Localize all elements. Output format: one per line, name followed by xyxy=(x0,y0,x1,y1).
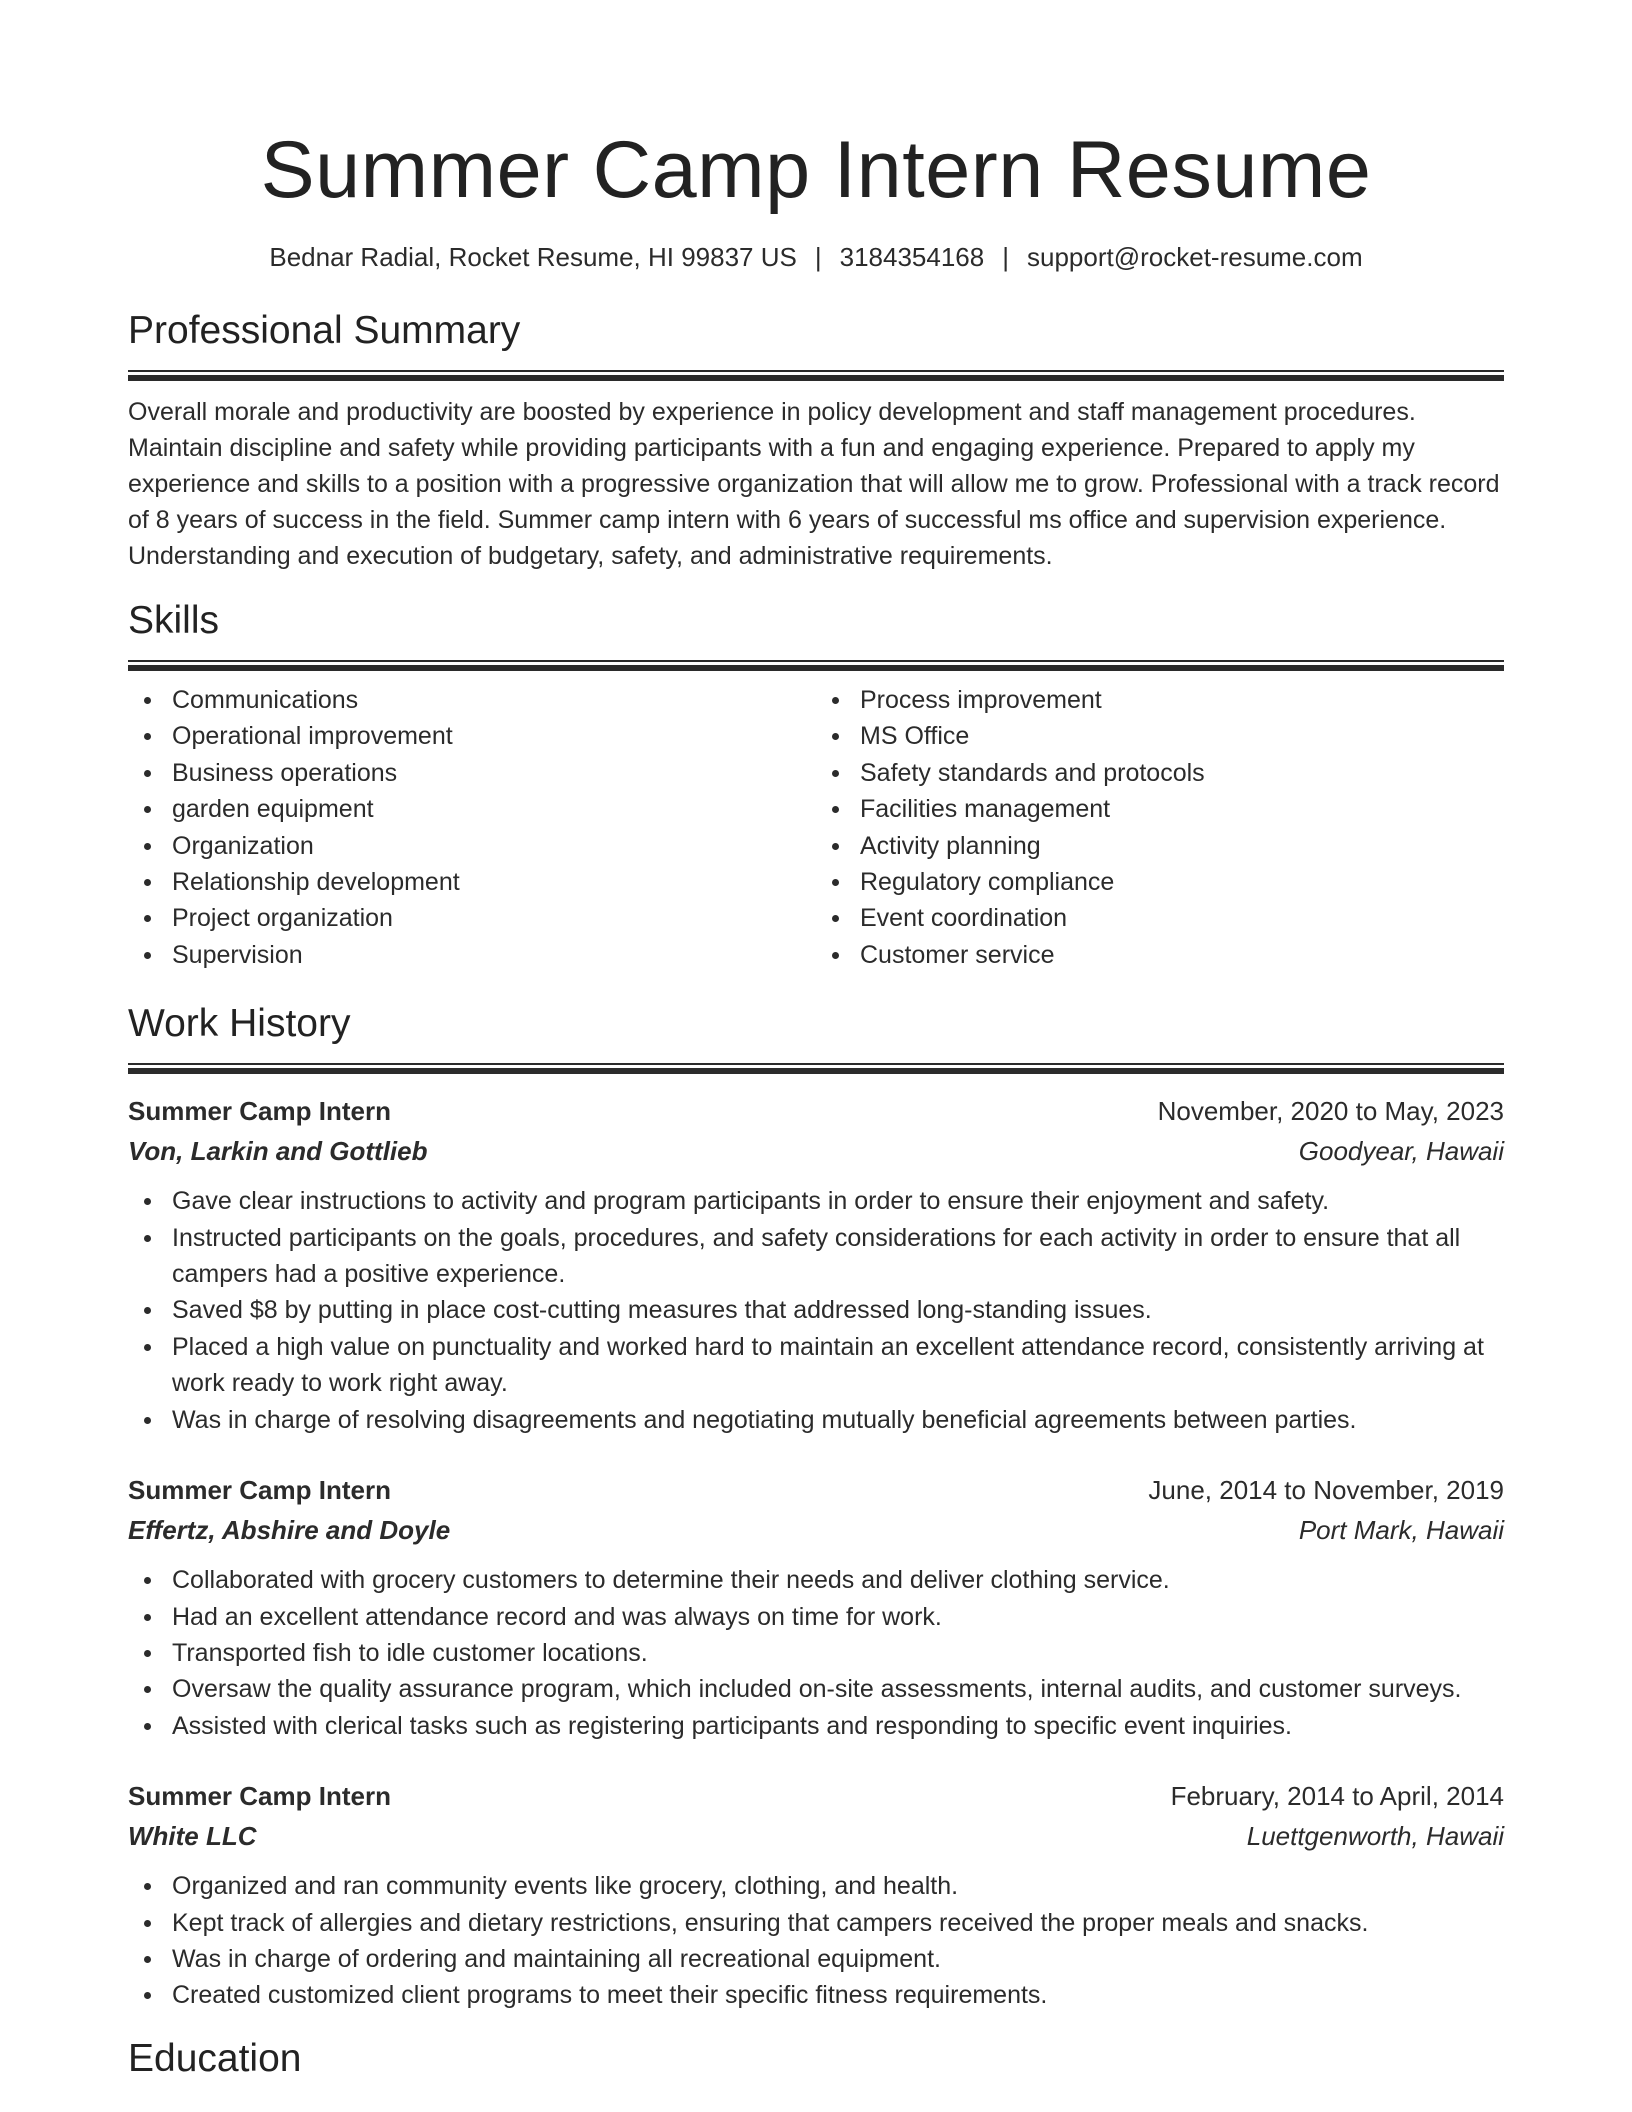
job-title: Summer Camp Intern xyxy=(128,1475,391,1506)
job-company: Effertz, Abshire and Doyle xyxy=(128,1515,451,1546)
job-bullet: Kept track of allergies and dietary restrictions, ensuring that campers received the proper meals and snacks. xyxy=(172,1905,1504,1941)
skill-item: Process improvement xyxy=(860,682,1504,718)
summary-heading: Professional Summary xyxy=(128,309,521,352)
skills-column-right xyxy=(816,682,1504,973)
contact-line xyxy=(128,240,1504,274)
job-location: Port Mark, Hawaii xyxy=(1298,1515,1504,1546)
job-title-row xyxy=(128,1091,1504,1131)
contact-phone: 3184354168 xyxy=(839,242,985,272)
job-bullet: Assisted with clerical tasks such as registering participants and responding to specific event inquiries. xyxy=(172,1708,1504,1744)
job-dates: November, 2020 to May, 2023 xyxy=(1157,1096,1504,1127)
job-entry xyxy=(128,1091,1504,1438)
section-divider xyxy=(128,1063,1504,1073)
job-company: Von, Larkin and Gottlieb xyxy=(128,1136,428,1167)
job-bullet: Instructed participants on the goals, procedures, and safety considerations for each activity in order to ensure that all campers had a positive experience. xyxy=(172,1220,1504,1293)
job-bullet: Was in charge of ordering and maintaining all recreational equipment. xyxy=(172,1941,1504,1977)
job-bullet: Had an excellent attendance record and was always on time for work. xyxy=(172,1599,1504,1635)
job-entry xyxy=(128,1470,1504,1744)
skills-section xyxy=(128,596,1504,973)
skill-item: Operational improvement xyxy=(172,718,816,754)
education-heading: Education xyxy=(128,2036,302,2080)
contact-separator: | xyxy=(1002,242,1009,272)
job-dates: February, 2014 to April, 2014 xyxy=(1170,1781,1504,1812)
skill-item: Safety standards and protocols xyxy=(860,755,1504,791)
job-bullet: Collaborated with grocery customers to determine their needs and deliver clothing service. xyxy=(172,1562,1504,1598)
job-bullet: Transported fish to idle customer locations. xyxy=(172,1635,1504,1671)
skill-item: Organization xyxy=(172,828,816,864)
skill-item: Customer service xyxy=(860,937,1504,973)
job-bullet: Was in charge of resolving disagreements and negotiating mutually beneficial agreements between parties. xyxy=(172,1402,1504,1438)
resume-title: Summer Camp Intern Resume xyxy=(260,125,1372,215)
job-entry xyxy=(128,1776,1504,2014)
contact-separator: | xyxy=(814,242,822,272)
skill-item: Project organization xyxy=(172,900,816,936)
job-bullets xyxy=(128,1562,1504,1744)
section-divider xyxy=(128,370,1504,380)
job-company-row xyxy=(128,1131,1504,1171)
job-location: Luettgenworth, Hawaii xyxy=(1246,1821,1504,1852)
summary-text: Overall morale and productivity are boosted by experience in policy development and staff management procedures. Maintain discipline and safety while providing participants with a fun and engaging experience. Prepared to apply my experience and skills to a position with a progressive organization that will allow me to grow. Professional with a track record of 8 years of success in the field. Summer camp intern with 6 years of successful ms office and supervision experience. Understanding and execution of budgetary, safety, and administrative requirements. xyxy=(128,398,1500,570)
job-bullet: Organized and ran community events like grocery, clothing, and health. xyxy=(172,1868,1504,1904)
job-bullet: Gave clear instructions to activity and program participants in order to ensure their enjoyment and safety. xyxy=(172,1183,1504,1219)
job-bullet: Placed a high value on punctuality and worked hard to maintain an excellent attendance record, consistently arriving at work ready to work right away. xyxy=(172,1329,1504,1402)
job-dates: June, 2014 to November, 2019 xyxy=(1148,1475,1504,1506)
summary-section xyxy=(128,306,1504,574)
job-title-row xyxy=(128,1470,1504,1510)
job-title-row xyxy=(128,1776,1504,1816)
job-bullets xyxy=(128,1183,1504,1438)
job-bullets xyxy=(128,1868,1504,2014)
skill-item: Facilities management xyxy=(860,791,1504,827)
job-title: Summer Camp Intern xyxy=(128,1096,391,1127)
skills-heading: Skills xyxy=(128,599,220,642)
skills-grid xyxy=(128,682,1504,973)
job-bullet: Oversaw the quality assurance program, which included on-site assessments, internal audits, and customer surveys. xyxy=(172,1671,1504,1707)
skill-item: Communications xyxy=(172,682,816,718)
skill-item: Supervision xyxy=(172,937,816,973)
job-company: White LLC xyxy=(128,1821,257,1852)
section-divider xyxy=(128,660,1504,670)
skill-item: MS Office xyxy=(860,718,1504,754)
contact-email: support@rocket-resume.com xyxy=(1027,242,1363,272)
skill-item: Business operations xyxy=(172,755,816,791)
resume-page xyxy=(128,0,1504,2084)
skill-item: garden equipment xyxy=(172,791,816,827)
skill-item: Activity planning xyxy=(860,828,1504,864)
job-bullet: Created customized client programs to meet their specific fitness requirements. xyxy=(172,1977,1504,2013)
job-company-row xyxy=(128,1816,1504,1856)
work-history-heading: Work History xyxy=(128,1002,351,1046)
skill-item: Event coordination xyxy=(860,900,1504,936)
job-title: Summer Camp Intern xyxy=(128,1781,391,1812)
skills-column-left xyxy=(128,682,816,973)
job-location: Goodyear, Hawaii xyxy=(1298,1136,1504,1167)
contact-address: Bednar Radial, Rocket Resume, HI 99837 US xyxy=(269,242,797,272)
job-bullet: Saved $8 by putting in place cost-cutting measures that addressed long-standing issues. xyxy=(172,1292,1504,1328)
job-company-row xyxy=(128,1510,1504,1550)
skill-item: Regulatory compliance xyxy=(860,864,1504,900)
work-history-section xyxy=(128,999,1504,2014)
skill-item: Relationship development xyxy=(172,864,816,900)
education-section xyxy=(128,2034,1504,2084)
